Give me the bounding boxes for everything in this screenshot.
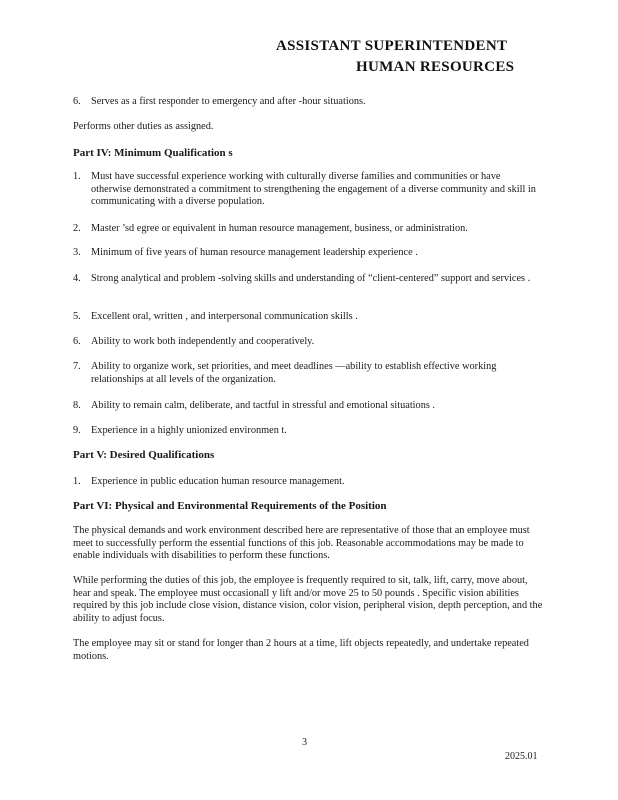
duties-requirements-paragraph: While performing the duties of this job, the employee is frequently required to sit, talk, lift, carry, move about, hear and speak. The employee must occasionall y lift and/or move 25 to 50 pounds . Specific vision abilities required by this job include close vision, distance vision, color vision, peripheral vision, depth perception, and the ability to adjust focus. (73, 575, 543, 624)
part5-heading: Part V: Desired Qualifications (73, 449, 215, 461)
revision-date: 2025.01 (505, 751, 538, 762)
header-title-line2: HUMAN RESOURCES (356, 59, 515, 75)
qualification-item-9 (73, 425, 543, 438)
qualification-number: 5. (73, 311, 81, 322)
qualification-item-2 (73, 223, 543, 236)
qualification-item-7 (73, 361, 543, 386)
duty-item-number: 6. (73, 96, 81, 107)
part6-heading: Part VI: Physical and Environmental Requirements of the Position (73, 500, 387, 512)
qualification-number: 7. (73, 361, 81, 372)
qualification-number: 2. (73, 223, 81, 234)
qualification-text: Strong analytical and problem -solving skills and understanding of “client-centered” support and services . (91, 273, 531, 284)
part4-heading: Part IV: Minimum Qualification s (73, 147, 233, 159)
qualification-text: Ability to remain calm, deliberate, and tactful in stressful and emotional situations . (91, 400, 436, 411)
qualification-item-6 (73, 336, 543, 349)
qualification-item-3 (73, 247, 543, 260)
qualification-number: 1. (73, 171, 81, 182)
qualification-text: Minimum of five years of human resource management leadership experience . (91, 247, 418, 258)
qualification-text: Must have successful experience working with culturally diverse families and communities or have otherwise demonstrated a commitment to strengthening the engagement of a diverse community and skill in communicating with a diverse population. (91, 171, 536, 208)
duty-item-6 (73, 96, 543, 109)
other-duties-text: Performs other duties as assigned. (73, 121, 214, 132)
qualification-item-4 (73, 273, 543, 286)
qualification-text: Ability to work both independently and cooperatively. (91, 336, 315, 347)
qualification-item-8 (73, 400, 543, 413)
qualification-number: 4. (73, 273, 81, 284)
desired-item-1 (73, 476, 543, 489)
qualification-number: 8. (73, 400, 81, 411)
qualification-item-5 (73, 311, 543, 324)
desired-number: 1. (73, 476, 81, 487)
qualification-text: Experience in a highly unionized environmen t. (91, 425, 287, 436)
qualification-text: Excellent oral, written , and interpersonal communication skills . (91, 311, 358, 322)
physical-demands-paragraph: The physical demands and work environment described here are representative of those that an employee must meet to successfully perform the essential functions of this job. Reasonable accommodations may be made to enable individuals with disabilities to perform these functions. (73, 525, 530, 562)
qualification-item-1 (73, 171, 543, 209)
duty-item-text: Serves as a first responder to emergency and after -hour situations. (91, 96, 366, 107)
qualification-number: 3. (73, 247, 81, 258)
sitting-standing-paragraph: The employee may sit or stand for longer than 2 hours at a time, lift objects repeatedly, and undertake repeated motions. (73, 638, 529, 662)
qualification-number: 9. (73, 425, 81, 436)
qualification-text: Ability to organize work, set priorities, and meet deadlines —ability to establish effective working relationships at all levels of the organization. (91, 361, 497, 385)
page-number: 3 (302, 737, 307, 748)
qualification-text: Master ’sd egree or equivalent in human resource management, business, or administration. (91, 223, 468, 234)
desired-text: Experience in public education human resource management. (91, 476, 345, 487)
qualification-number: 6. (73, 336, 81, 347)
header-title-line1: ASSISTANT SUPERINTENDENT (276, 38, 508, 54)
